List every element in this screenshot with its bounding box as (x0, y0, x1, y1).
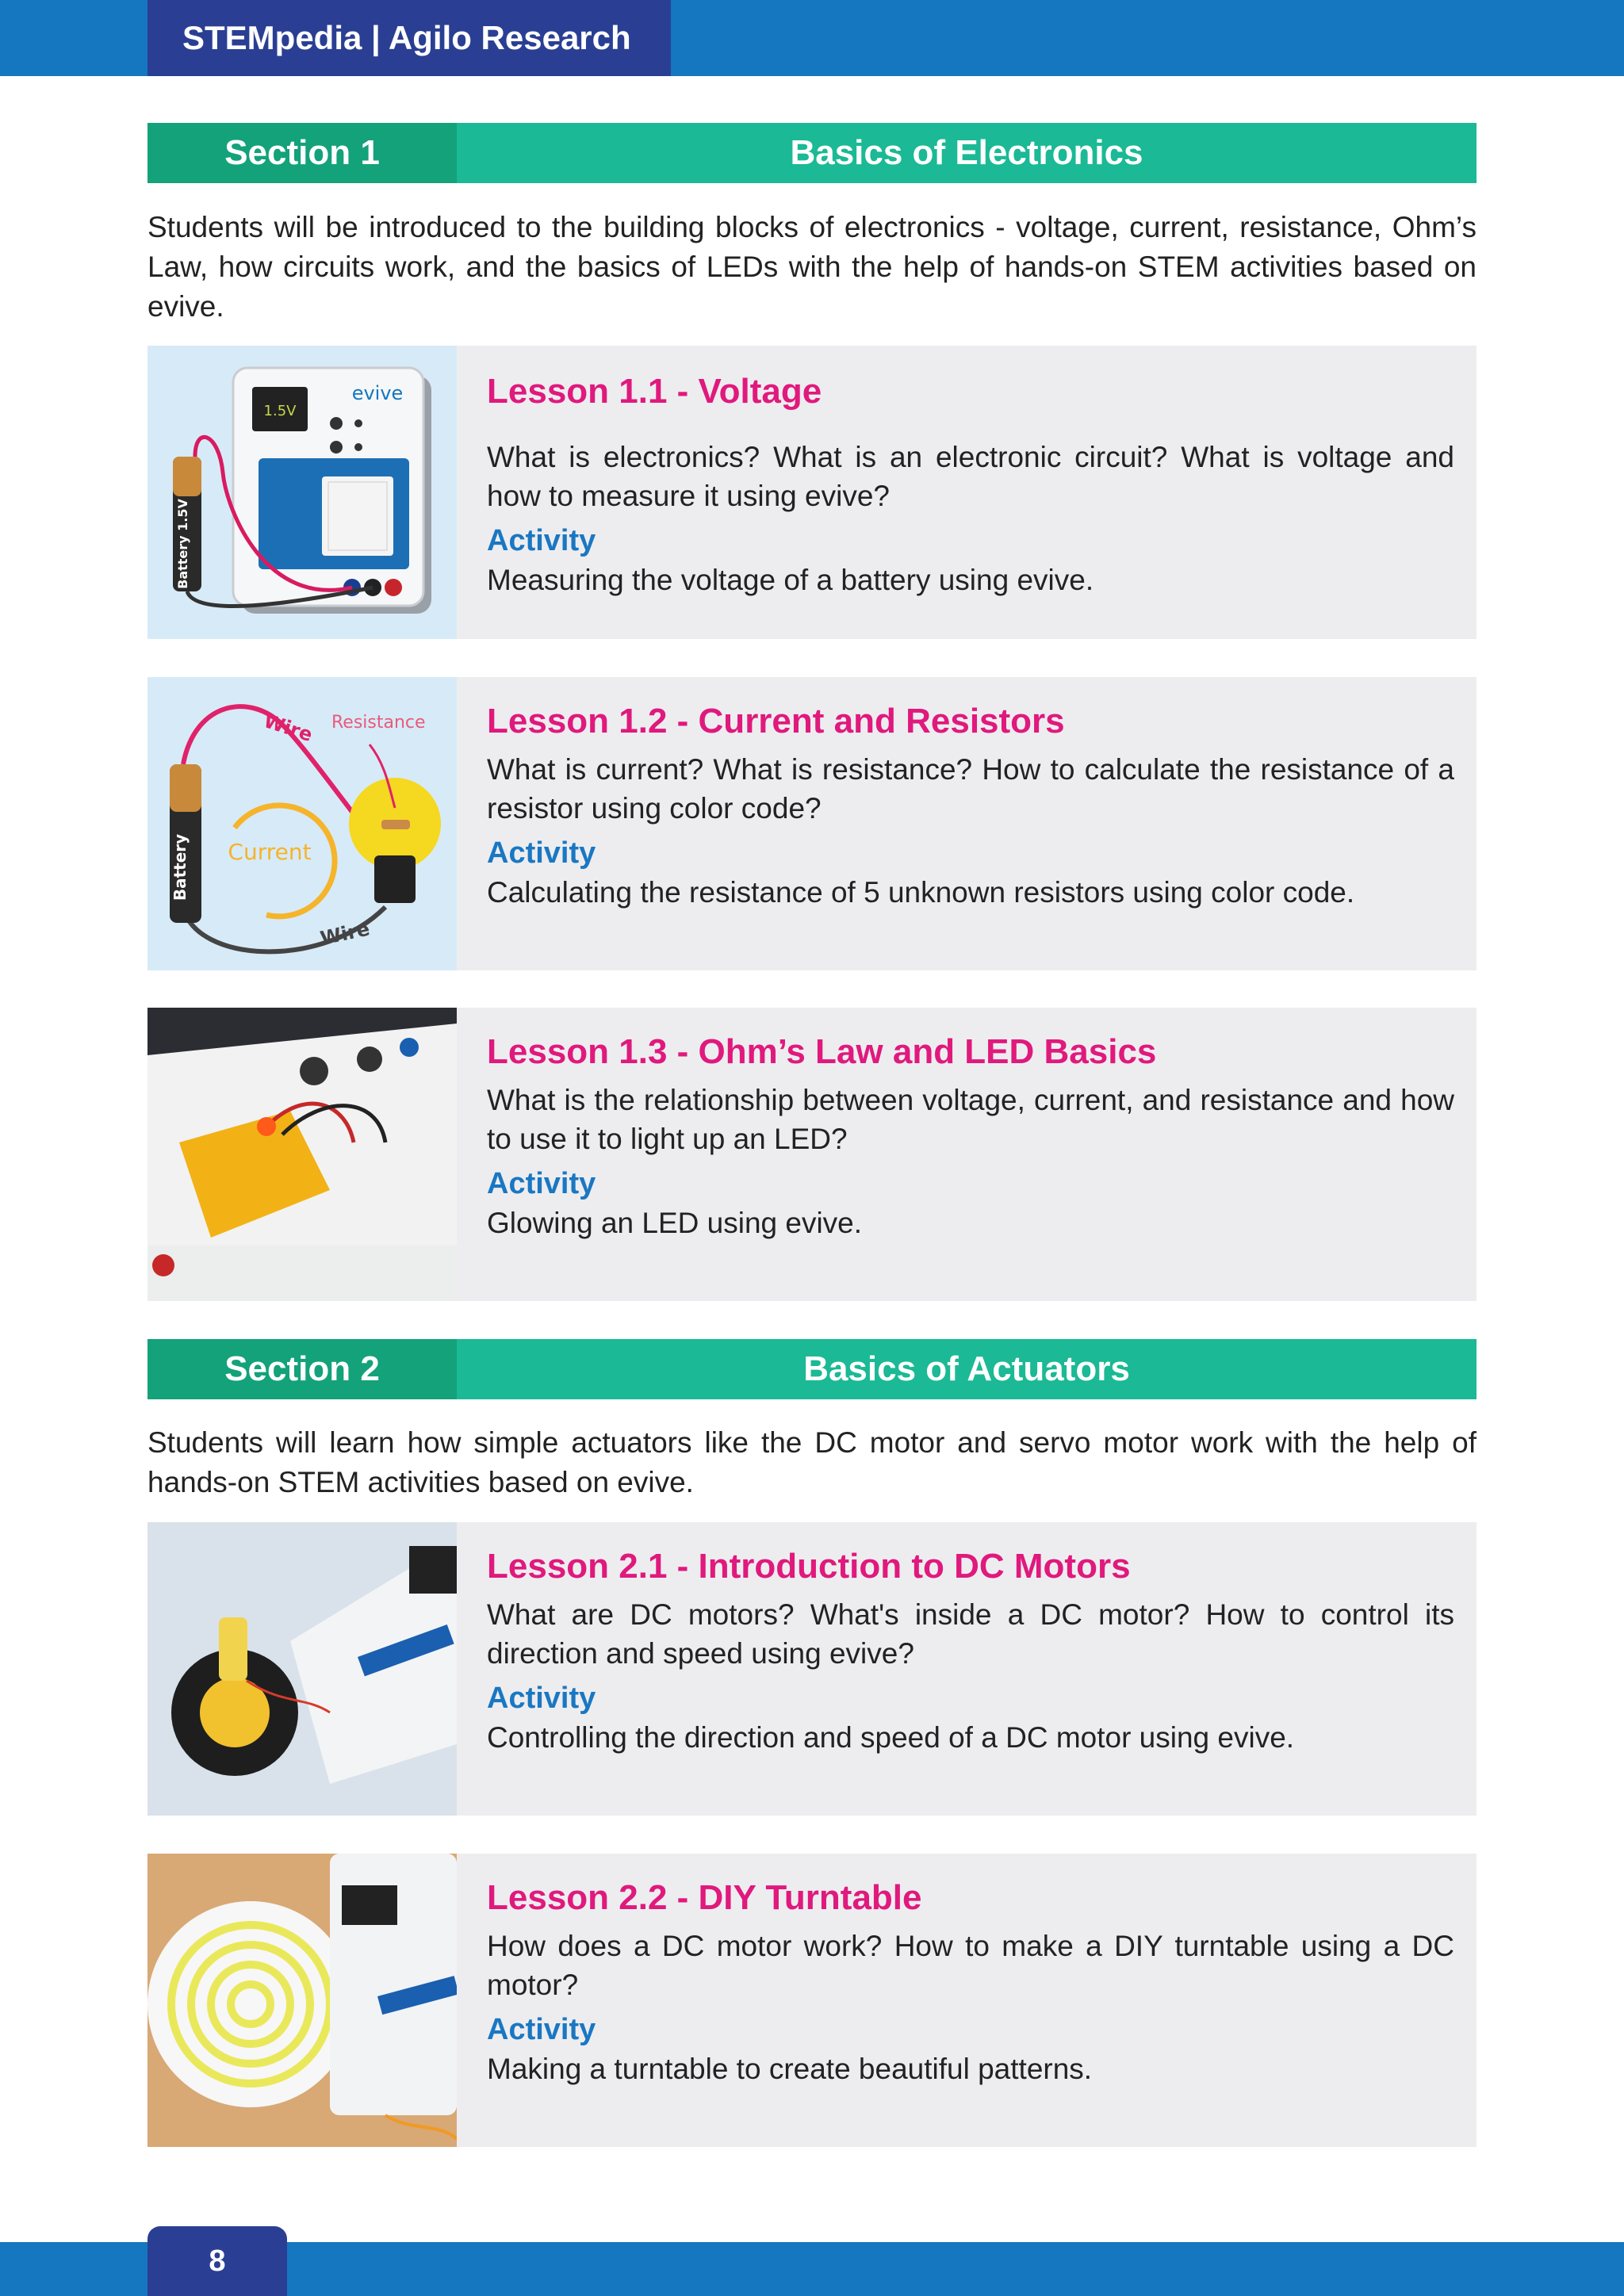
dc-motor-wheel-photo (147, 1522, 457, 1816)
section-number: Section 2 (147, 1339, 457, 1399)
activity-description: Controlling the direction and speed of a DC motor using evive. (487, 1721, 1295, 1754)
battery-label: Battery 1.5V (175, 499, 190, 589)
brand-title: STEMpedia | Agilo Research (147, 0, 671, 76)
lesson-description: What is current? What is resistance? How to calculate the resistance of a resistor using color code? (487, 753, 1454, 825)
activity-label: Activity (487, 836, 596, 870)
activity-description: Measuring the voltage of a battery using evive. (487, 564, 1094, 596)
lesson-title: Lesson 1.1 - Voltage (487, 372, 822, 411)
display-label: 1.5V (263, 403, 297, 419)
activity-description: Calculating the resistance of 5 unknown resistors using color code. (487, 876, 1355, 909)
lesson-description: What is electronics? What is an electronic circuit? What is voltage and how to measure it using evive? (487, 441, 1454, 512)
lesson-card-1-1 (147, 346, 1477, 639)
section-title: Basics of Electronics (790, 133, 1143, 172)
lesson-title: Lesson 1.2 - Current and Resistors (487, 702, 1065, 740)
page-number: 8 (147, 2226, 287, 2296)
section-1-header (147, 123, 1477, 183)
section-1-intro: Students will be introduced to the building blocks of electronics - voltage, current, resistance, Ohm’s Law, how circuits work, and the basics of LEDs with the help of hands-on STEM activities based on evive. (147, 211, 1477, 323)
resistance-label: Resistance (331, 713, 426, 733)
section-title: Basics of Actuators (803, 1349, 1130, 1388)
evive-battery-voltage-illustration (147, 346, 457, 639)
lesson-card-1-3 (147, 1008, 1477, 1301)
battery-bulb-circuit-illustration (147, 677, 457, 970)
activity-description: Glowing an LED using evive. (487, 1207, 863, 1239)
activity-label: Activity (487, 1682, 596, 1715)
lesson-description: How does a DC motor work? How to make a DIY turntable using a DC motor? (487, 1930, 1454, 2001)
wire-top-label: Wire (261, 710, 316, 747)
lesson-title: Lesson 1.3 - Ohm’s Law and LED Basics (487, 1032, 1157, 1071)
lesson-title: Lesson 2.2 - DIY Turntable (487, 1878, 922, 1917)
lesson-card-2-1 (147, 1522, 1477, 1816)
current-label: Current (228, 839, 312, 865)
lesson-card-1-2 (147, 677, 1477, 970)
lesson-description: What is the relationship between voltage, current, and resistance and how to use it to light up an LED? (487, 1084, 1454, 1155)
lesson-description: What are DC motors? What's inside a DC motor? How to control its direction and speed using evive? (487, 1598, 1454, 1670)
section-number: Section 1 (147, 123, 457, 183)
led-breadboard-photo (147, 1008, 457, 1301)
activity-label: Activity (487, 1167, 596, 1200)
section-2-intro: Students will learn how simple actuators like the DC motor and servo motor work with the help of hands-on STEM activities based on evive. (147, 1426, 1477, 1498)
evive-brand-label: evive (351, 382, 404, 404)
wire-bottom-label: Wire (318, 917, 372, 950)
diy-turntable-photo (147, 1854, 457, 2147)
activity-description: Making a turntable to create beautiful patterns. (487, 2053, 1093, 2085)
battery-label: Battery (170, 833, 190, 901)
activity-label: Activity (487, 2013, 596, 2046)
lesson-title: Lesson 2.1 - Introduction to DC Motors (487, 1547, 1131, 1586)
activity-label: Activity (487, 524, 596, 557)
lesson-card-2-2 (147, 1854, 1477, 2147)
section-2-header (147, 1339, 1477, 1399)
